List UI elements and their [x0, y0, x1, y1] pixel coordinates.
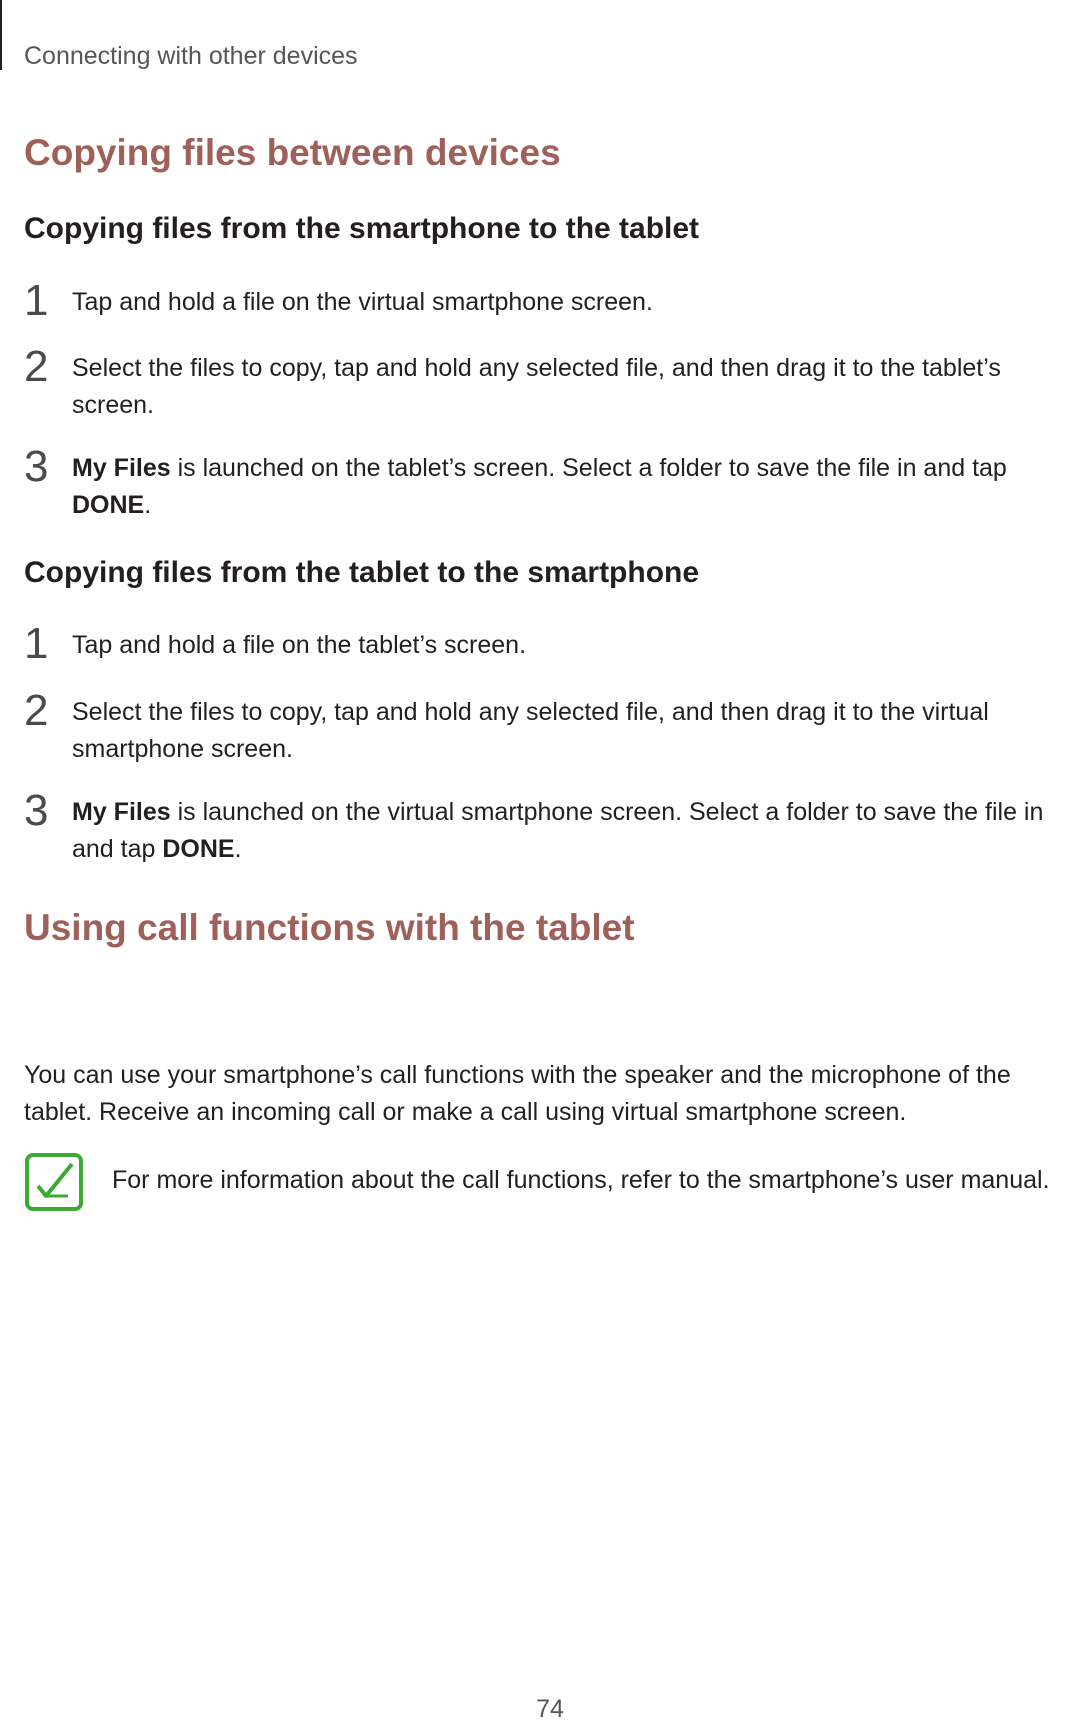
step-number: 3 — [24, 442, 49, 491]
app-name-my-files: My Files — [72, 454, 171, 482]
step-text: Select the files to copy, tap and hold any selected file, and then drag it to the tablet’s screen. — [72, 354, 1001, 419]
step-number: 3 — [24, 786, 49, 835]
subsection-title-phone-to-tablet: Copying files from the smartphone to the tablet — [24, 212, 700, 245]
body-paragraph: You can use your smartphone’s call functions with the speaker and the microphone of the tablet. Receive an incoming call or make a call using virtual smartphone screen. — [24, 1061, 1011, 1126]
done-label: DONE — [72, 491, 145, 519]
header-edge-line — [0, 0, 2, 70]
note-box — [24, 1152, 1064, 1214]
done-label: DONE — [162, 835, 235, 863]
step-text: Tap and hold a file on the tablet’s screen. — [72, 631, 527, 659]
step-number: 2 — [24, 342, 49, 391]
page-number: 74 — [536, 1695, 564, 1723]
section-title-copying: Copying files between devices — [24, 132, 561, 173]
subsection-title-tablet-to-phone: Copying files from the tablet to the smartphone — [24, 556, 700, 589]
note-text: For more information about the call functions, refer to the smartphone’s user manual. — [112, 1166, 1050, 1194]
note-check-icon — [24, 1152, 84, 1212]
step-number: 1 — [24, 276, 49, 325]
step-number: 2 — [24, 686, 49, 735]
step-number: 1 — [24, 619, 49, 668]
step-text: Select the files to copy, tap and hold any selected file, and then drag it to the virtual smartphone screen. — [72, 698, 989, 763]
step-text: Tap and hold a file on the virtual smartphone screen. — [72, 288, 653, 316]
step-text: My Files is launched on the virtual smartphone screen. Select a folder to save the file in and tap DONE. — [72, 798, 1044, 863]
app-name-my-files: My Files — [72, 798, 171, 826]
step-text: My Files is launched on the tablet’s screen. Select a folder to save the file in and tap DONE. — [72, 454, 1007, 519]
section-title-call-functions: Using call functions with the tablet — [24, 907, 635, 948]
running-head: Connecting with other devices — [24, 42, 358, 70]
